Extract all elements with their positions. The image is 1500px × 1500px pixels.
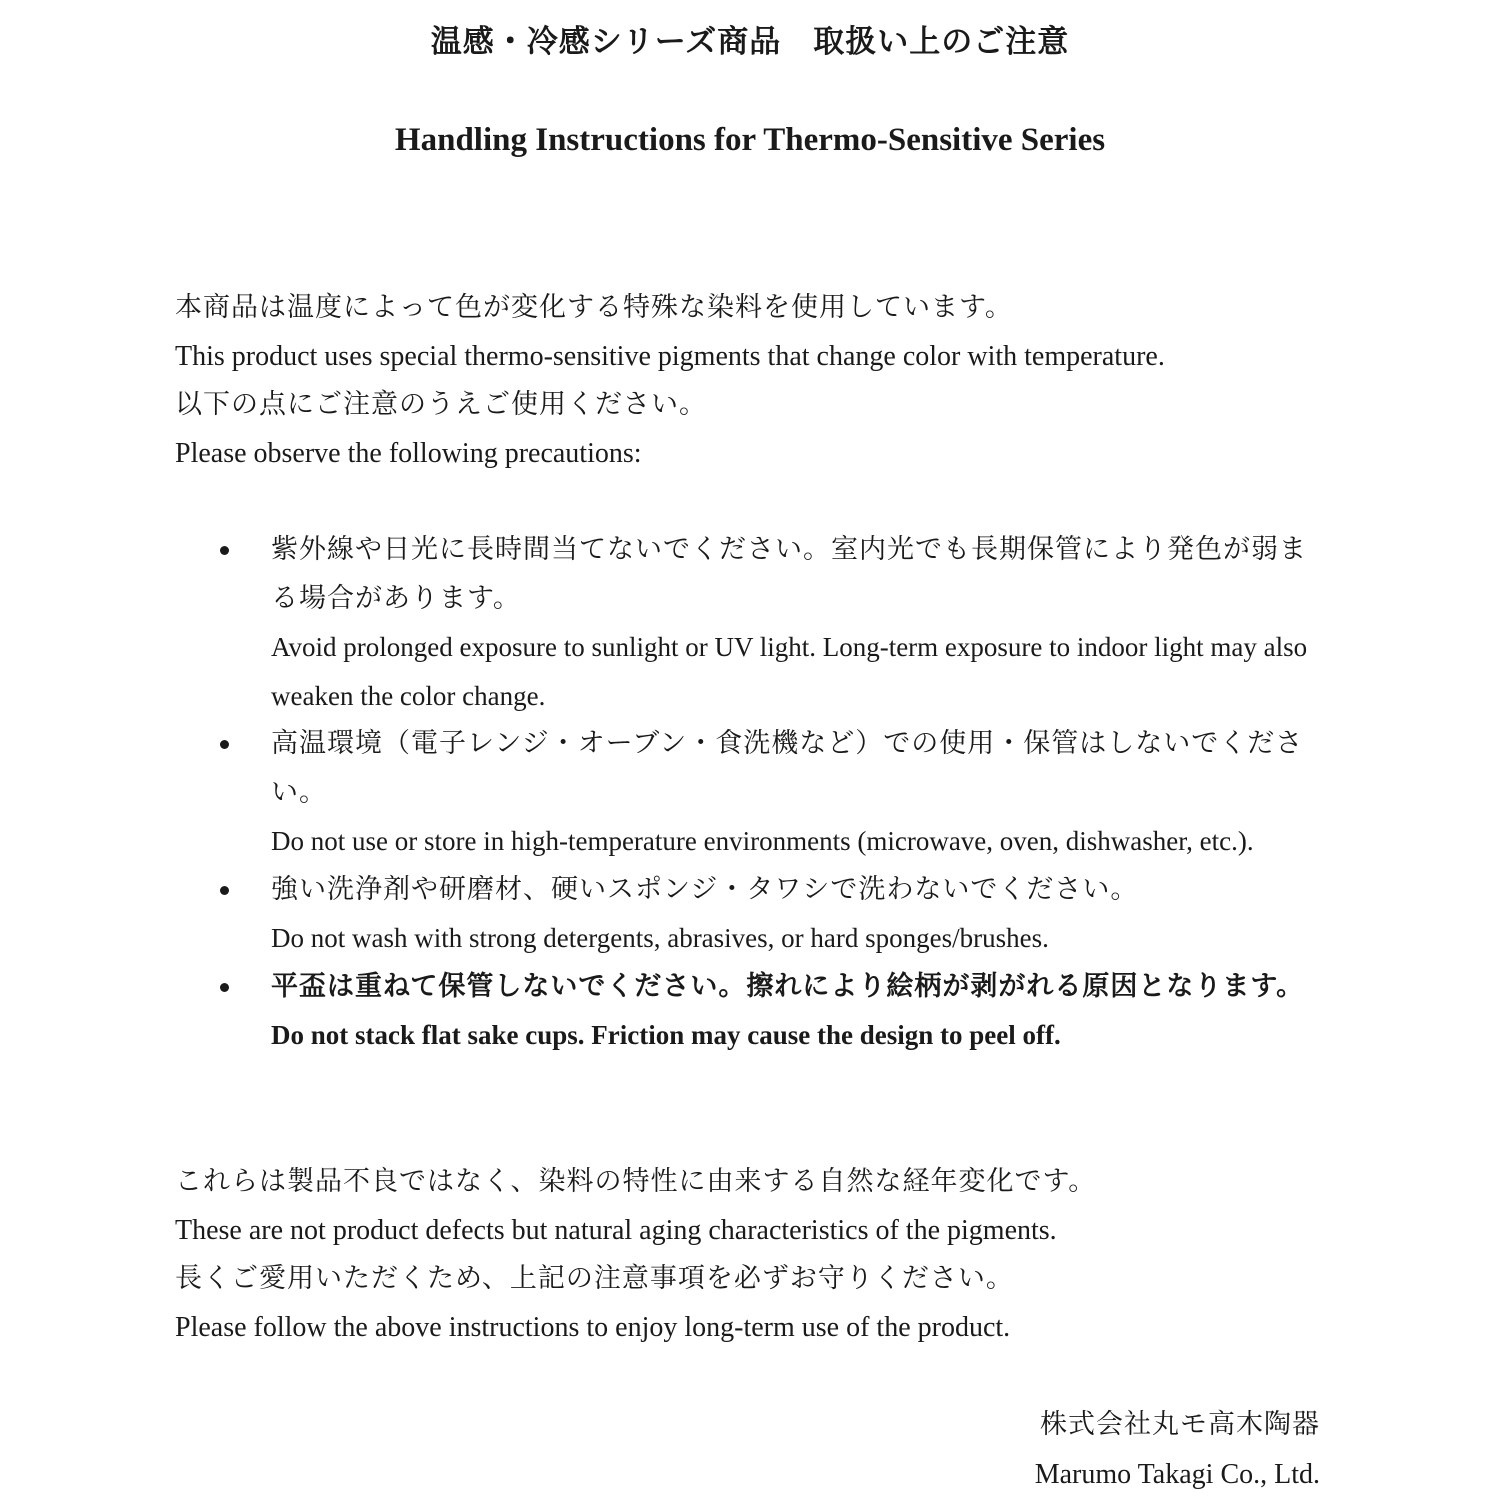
outro-jp-line-1: これらは製品不良ではなく、染料の特性に由来する自然な経年変化です。 bbox=[175, 1166, 1097, 1197]
outro-jp-line-2: 長くご愛用いただくため、上記の注意事項を必ずお守りください。 bbox=[175, 1263, 1014, 1294]
company-signature bbox=[1035, 1400, 1320, 1500]
precaution-jp: 強い洗浄剤や研磨材、硬いスポンジ・タワシで洗わないでください。 bbox=[271, 873, 1139, 905]
precaution-en: Do not wash with strong detergents, abrasives, or hard sponges/brushes. bbox=[271, 923, 1049, 953]
precaution-item bbox=[220, 720, 1320, 866]
company-name-en: Marumo Takagi Co., Ltd. bbox=[1034, 1459, 1320, 1490]
outro-en-line-2: Please follow the above instructions to enjoy long-term use of the product. bbox=[175, 1311, 1011, 1343]
intro-en-line-2: Please observe the following precautions: bbox=[175, 437, 642, 469]
company-name-jp: 株式会社丸モ高木陶器 bbox=[1040, 1409, 1320, 1440]
precaution-jp: 紫外線や日光に長時間当てないでください。室内光でも長期保管により発色が弱まる場合があります。 bbox=[271, 534, 1307, 614]
precaution-jp: 高温環境（電子レンジ・オーブン・食洗機など）での使用・保管はしないでください。 bbox=[271, 728, 1304, 808]
intro-jp-line-1: 本商品は温度によって色が変化する特殊な染料を使用しています。 bbox=[175, 292, 1013, 323]
intro-jp-line-2: 以下の点にご注意のうえご使用ください。 bbox=[175, 389, 707, 420]
outro-en-line-1: These are not product defects but natural aging characteristics of the pigments. bbox=[175, 1214, 1057, 1246]
title-english: Handling Instructions for Thermo-Sensitive Series bbox=[394, 122, 1106, 158]
title-japanese: 温感・冷感シリーズ商品 取扱い上のご注意 bbox=[430, 24, 1070, 60]
bullet-icon bbox=[220, 886, 229, 895]
precaution-item-emphasized bbox=[220, 963, 1320, 1060]
bullet-icon bbox=[220, 983, 229, 992]
precaution-en: Avoid prolonged exposure to sunlight or UV light. Long-term exposure to indoor light may also weaken the color change. bbox=[271, 632, 1308, 711]
bullet-icon bbox=[220, 740, 229, 749]
precautions-list bbox=[220, 526, 1320, 1060]
precaution-item bbox=[220, 866, 1320, 963]
precaution-en: Do not stack flat sake cups. Friction may cause the design to peel off. bbox=[271, 1020, 1061, 1050]
outro-section bbox=[175, 1158, 1335, 1352]
precaution-item bbox=[220, 526, 1320, 720]
intro-en-line-1: This product uses special thermo-sensitive pigments that change color with temperature. bbox=[175, 340, 1165, 372]
intro-section bbox=[175, 284, 1335, 478]
bullet-icon bbox=[220, 546, 229, 555]
precaution-jp: 平盃は重ねて保管しないでください。擦れにより絵柄が剥がれる原因となります。 bbox=[271, 970, 1305, 1002]
precaution-en: Do not use or store in high-temperature environments (microwave, oven, dishwasher, etc.). bbox=[271, 826, 1254, 856]
